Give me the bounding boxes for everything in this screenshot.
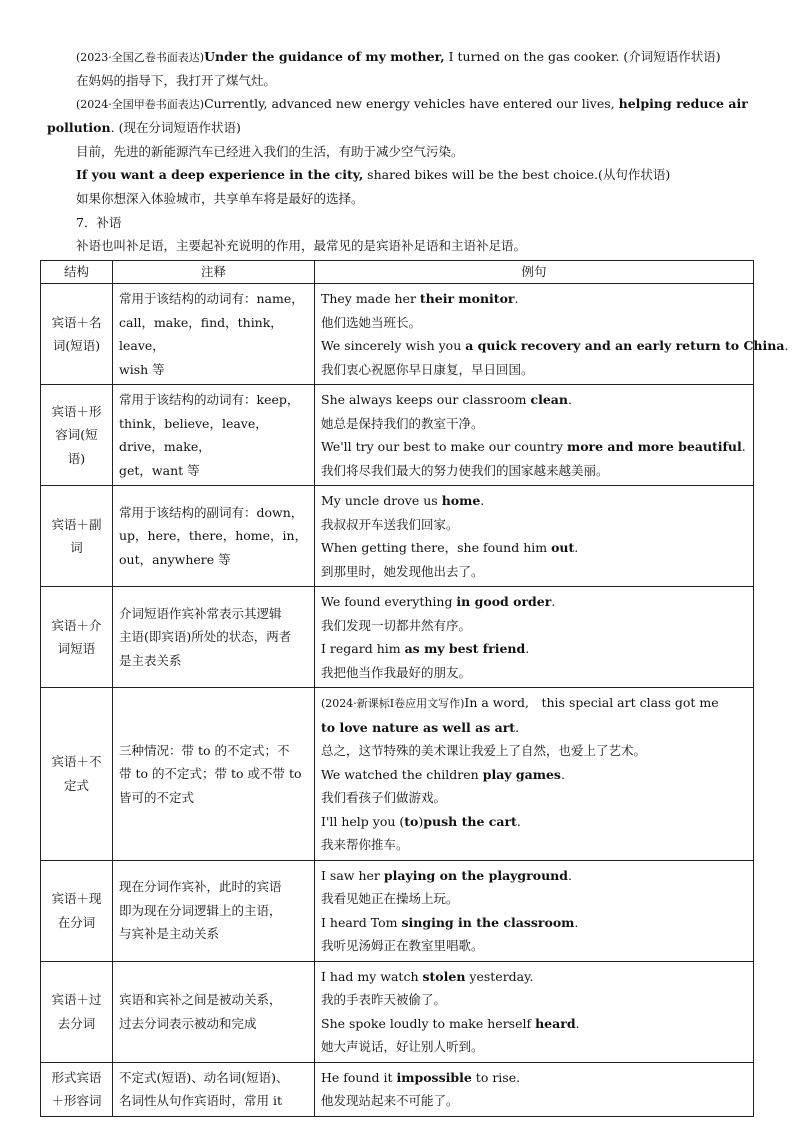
example-line: 我看见她正在操场上玩。 xyxy=(321,891,459,906)
structure-cell xyxy=(41,688,113,861)
example-cell xyxy=(315,688,754,861)
example-line: We'll try our best to make our country more and more beautiful. xyxy=(321,439,746,454)
table-row xyxy=(41,486,754,587)
structure-cell xyxy=(41,486,113,587)
table-row xyxy=(41,284,754,385)
note-line: 介词短语作宾补常表示其逻辑 xyxy=(119,605,282,621)
example-line: 我的手表昨天被偷了。 xyxy=(321,992,447,1007)
note-line: 带 to 的不定式；带 to 或不带 to xyxy=(119,766,302,781)
example-sentence-3 xyxy=(76,166,670,184)
structure-cell xyxy=(41,385,113,486)
note-line: 名词性从句作宾语时，常用 it xyxy=(119,1093,282,1108)
note-cell xyxy=(113,587,315,688)
structure-line: 去分词 xyxy=(57,1015,96,1031)
structure-line: ＋形容词 xyxy=(51,1093,102,1108)
example-line: He found it impossible to rise. xyxy=(321,1069,521,1085)
example-cell xyxy=(315,587,754,688)
note-line: 常用于该结构的动词有：name， xyxy=(119,291,304,306)
example-line: 总之，这节特殊的美术课让我爱上了自然，也爱上了艺术。 xyxy=(321,743,647,758)
example-line: 我们衷心祝愿你早日康复，早日回国。 xyxy=(321,361,534,377)
structure-cell xyxy=(41,1062,113,1116)
sentence-rest: I turned on the gas cooker. (介词短语作状语) xyxy=(444,49,721,64)
example-line: We watched the children play games. xyxy=(321,766,565,782)
header-example: 例句 xyxy=(315,261,754,284)
structure-line: 宾语＋副 xyxy=(51,516,102,532)
table-row xyxy=(41,587,754,688)
note-line: wish 等 xyxy=(119,361,165,377)
table-row xyxy=(41,961,754,1062)
note-line: 现在分词作宾补，此时的宾语 xyxy=(119,879,282,895)
example-line: My uncle drove us home. xyxy=(321,493,485,508)
note-cell xyxy=(113,284,315,385)
note-line: call，make，find，think，leave， xyxy=(119,314,283,353)
note-line: 不定式(短语)、动名词(短语)、 xyxy=(119,1069,289,1085)
structure-line: 宾语＋形 xyxy=(51,403,102,419)
translation-2 xyxy=(76,143,464,161)
note-cell xyxy=(113,486,315,587)
example-cell xyxy=(315,1062,754,1116)
note-cell xyxy=(113,1062,315,1116)
structure-line: 宾语＋名 xyxy=(51,314,102,330)
note-line: think，believe，leave，drive，make， xyxy=(119,415,268,454)
note-line: out，anywhere 等 xyxy=(119,551,231,567)
example-line: 他们选她当班长。 xyxy=(321,314,422,330)
example-sentence-2 xyxy=(76,95,748,114)
example-cell xyxy=(315,860,754,961)
source-tag: (2024·新课标Ⅰ卷应用文写作) xyxy=(321,697,465,710)
example-line: I saw her playing on the playground. xyxy=(321,867,572,883)
header-structure: 结构 xyxy=(41,261,113,284)
structure-line: 宾语＋现 xyxy=(51,891,102,906)
translation-text: 在妈妈的指导下，我打开了煤气灶。 xyxy=(76,73,277,88)
note-cell xyxy=(113,688,315,861)
example-line: She spoke loudly to make herself heard. xyxy=(321,1015,580,1031)
note-line: 三种情况：带 to 的不定式；不 xyxy=(119,742,290,758)
sentence-rest: shared bikes will be the best choice.(从句作状语) xyxy=(363,167,671,182)
sentence-rest: . (现在分词短语作状语) xyxy=(110,120,241,135)
note-line: get，want 等 xyxy=(119,462,200,478)
example-line: I heard Tom singing in the classroom. xyxy=(321,914,579,930)
note-line: 即为现在分词逻辑上的主语， xyxy=(119,902,282,918)
bold-phrase: helping reduce air xyxy=(618,96,748,111)
example-line: We found everything in good order. xyxy=(321,594,556,609)
note-cell xyxy=(113,385,315,486)
example-line: 我叔叔开车送我们回家。 xyxy=(321,516,459,532)
example-cell xyxy=(315,486,754,587)
structure-line: 词短语 xyxy=(57,641,96,656)
translation-text: 目前，先进的新能源汽车已经进入我们的生活，有助于减少空气污染。 xyxy=(76,144,464,159)
structure-line: 词(短语) xyxy=(52,338,101,353)
example-line: They made her their monitor. xyxy=(321,291,519,306)
source-tag: (2023·全国乙卷书面表达) xyxy=(76,51,205,64)
example-line: 到那里时，她发现他出去了。 xyxy=(321,563,484,579)
note-line: 过去分词表示被动和完成 xyxy=(119,1015,257,1031)
example-line: 我们将尽我们最大的努力使我们的国家越来越美丽。 xyxy=(321,462,609,478)
structure-line: 宾语＋不 xyxy=(51,754,102,770)
example-line: 她总是保持我们的教室干净。 xyxy=(321,415,484,431)
note-cell xyxy=(113,961,315,1062)
translation-1 xyxy=(76,72,276,90)
example-line: She always keeps our classroom clean. xyxy=(321,392,572,407)
example-line: (2024·新课标Ⅰ卷应用文写作)In a word, this special art class got me xyxy=(321,695,719,710)
note-line: 与宾补是主动关系 xyxy=(119,926,220,942)
header-note: 注释 xyxy=(113,261,315,284)
table-row xyxy=(41,385,754,486)
structure-line: 在分词 xyxy=(57,914,96,930)
example-line: I regard him as my best friend. xyxy=(321,641,530,656)
structure-line: 宾语＋过 xyxy=(51,992,102,1007)
source-tag: (2024·全国甲卷书面表达) xyxy=(76,98,205,111)
translation-3 xyxy=(76,190,364,208)
note-line: 主语(即宾语)所处的状态，两者 xyxy=(119,629,292,645)
example-cell xyxy=(315,961,754,1062)
sentence-rest: Currently, advanced new energy vehicles have entered our lives, xyxy=(204,96,619,111)
bold-phrase: Under the guidance of my mother, xyxy=(204,49,445,64)
complement-table xyxy=(40,260,789,1117)
example-line: 我们看孩子们做游戏。 xyxy=(321,790,447,805)
example-line: 我来帮你推车。 xyxy=(321,837,409,852)
structure-line: 形式宾语 xyxy=(51,1069,102,1085)
note-line: 是主表关系 xyxy=(119,652,182,668)
example-sentence-2-cont xyxy=(47,119,241,137)
translation-text: 如果你想深入体验城市，共享单车将是最好的选择。 xyxy=(76,191,364,206)
note-cell xyxy=(113,860,315,961)
table-header-row xyxy=(41,261,754,284)
example-line: 我听见汤姆正在教室里唱歌。 xyxy=(321,938,484,953)
note-line: 常用于该结构的动词有：keep， xyxy=(119,392,300,407)
note-line: 常用于该结构的副词有：down， xyxy=(119,504,304,520)
example-sentence-1 xyxy=(76,48,721,67)
bold-phrase: If you want a deep experience in the city, xyxy=(76,167,364,182)
section-heading-text: 7．补语 xyxy=(76,215,122,230)
example-line: 我把他当作我最好的朋友。 xyxy=(321,664,472,680)
note-line: up，here，there，home，in， xyxy=(119,528,308,544)
table-row xyxy=(41,688,754,861)
table-row xyxy=(41,860,754,961)
example-line: We sincerely wish you a quick recovery and an early return to China. xyxy=(321,338,789,353)
structure-line: 容词(短 xyxy=(55,427,98,443)
note-line: 宾语和宾补之间是被动关系， xyxy=(119,992,282,1007)
structure-line: 宾语＋介 xyxy=(51,617,102,633)
structure-cell xyxy=(41,284,113,385)
example-line: When getting there，she found him out. xyxy=(321,540,579,555)
example-cell xyxy=(315,284,789,385)
section-intro-text: 补语也叫补足语，主要起补充说明的作用，最常见的是宾语补足语和主语补足语。 xyxy=(76,238,527,253)
example-line: I'll help you (to)push the cart. xyxy=(321,813,521,829)
example-line: to love nature as well as art. xyxy=(321,719,520,735)
structure-cell xyxy=(41,587,113,688)
bold-phrase: pollution xyxy=(47,120,111,135)
structure-line: 定式 xyxy=(63,777,89,793)
table-row xyxy=(41,1062,754,1116)
section-intro xyxy=(76,237,526,255)
structure-line: 词 xyxy=(70,540,83,555)
example-line: 他发现站起来不可能了。 xyxy=(321,1093,459,1108)
structure-line: 语) xyxy=(67,450,86,466)
structure-cell xyxy=(41,860,113,961)
example-cell xyxy=(315,385,754,486)
example-line: 她大声说话，好让别人听到。 xyxy=(321,1039,484,1054)
section-heading xyxy=(76,214,121,232)
example-line: I had my watch stolen yesterday. xyxy=(321,968,534,984)
note-line: 皆可的不定式 xyxy=(119,789,195,805)
example-line: 我们发现一切都井然有序。 xyxy=(321,617,472,633)
structure-cell xyxy=(41,961,113,1062)
